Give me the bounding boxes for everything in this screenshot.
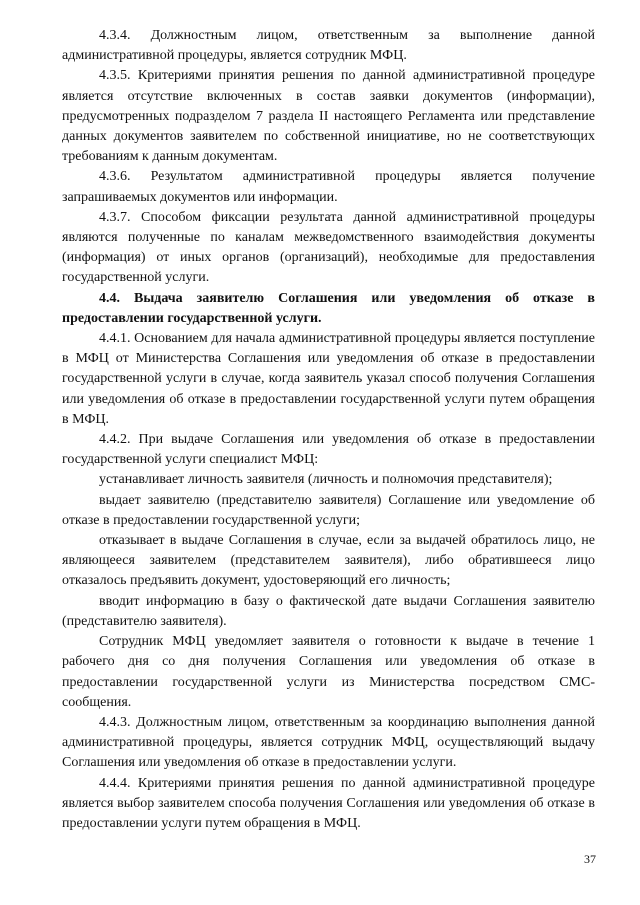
paragraph-4-3-4: 4.3.4. Должностным лицом, ответственным за выполнение данной административной процедуры, является сотрудник МФЦ. (62, 28, 595, 64)
section-heading-4-4: 4.4. Выдача заявителю Соглашения или уведомления об отказе в предоставлении государственной услуги. (62, 290, 595, 326)
list-item-identity: устанавливает личность заявителя (личность и полномочия представителя); (99, 472, 553, 488)
paragraph-4-4-2: 4.4.2. При выдаче Соглашения или уведомления об отказе в предоставлении государственной услуги специалист МФЦ: (62, 432, 595, 468)
paragraph-4-3-7: 4.3.7. Способом фиксации результата данной административной процедуры являются полученные по каналам межведомственного взаимодействия документы (информация) от иных органов (организаций), необходимые для предоставления государственной услуги. (62, 209, 595, 286)
paragraph-4-4-3: 4.4.3. Должностным лицом, ответственным за координацию выполнения данной административной процедуры, является сотрудник МФЦ, осуществляющий выдачу Соглашения или уведомления об отказе в предоставлении услуги. (62, 714, 595, 771)
page-number: 37 (584, 852, 596, 866)
paragraph-notification: Сотрудник МФЦ уведомляет заявителя о готовности к выдаче в течение 1 рабочего дня со дня получения Соглашения или уведомления об отказе в предоставлении государственной услуги из Министерства посредством СМС-сообщения. (62, 634, 595, 710)
paragraph-4-3-5: 4.3.5. Критериями принятия решения по данной административной процедуре является отсутствие включенных в состав заявки документов (информации), предусмотренных подразделом 7 раздела II настоящего Регламента или представление данных документов заявителем по собственной инициативе, но не соответствующих требованиям к данным документам. (62, 68, 595, 165)
list-item-record-date: вводит информацию в базу о фактической дате выдачи Соглашения заявителю (представителю заявителя). (62, 593, 595, 629)
list-item-issue: выдает заявителю (представителю заявителя) Соглашение или уведомление об отказе в предоставлении государственной услуги; (62, 492, 595, 528)
paragraph-4-3-6: 4.3.6. Результатом административной процедуры является получение запрашиваемых документов или информации. (62, 169, 595, 205)
paragraph-4-4-1: 4.4.1. Основанием для начала административной процедуры является поступление в МФЦ от Министерства Соглашения или уведомления об отказе в предоставлении государственной услуги в случае, когда заявитель указал способ получения Соглашения или уведомления об отказе в предоставлении государственной услуги путем обращения в МФЦ. (62, 331, 595, 427)
document-page (62, 26, 595, 834)
list-item-refuse: отказывает в выдаче Соглашения в случае, если за выдачей обратилось лицо, не являющееся заявителем (представителем заявителя), либо обратившееся лицо отказалось предъявить документ, удостоверяющий его личность; (62, 533, 595, 589)
paragraph-4-4-4: 4.4.4. Критериями принятия решения по данной административной процедуре является выбор заявителем способа получения Соглашения или уведомления об отказе в предоставлении услуги путем обращения в МФЦ. (62, 775, 595, 831)
